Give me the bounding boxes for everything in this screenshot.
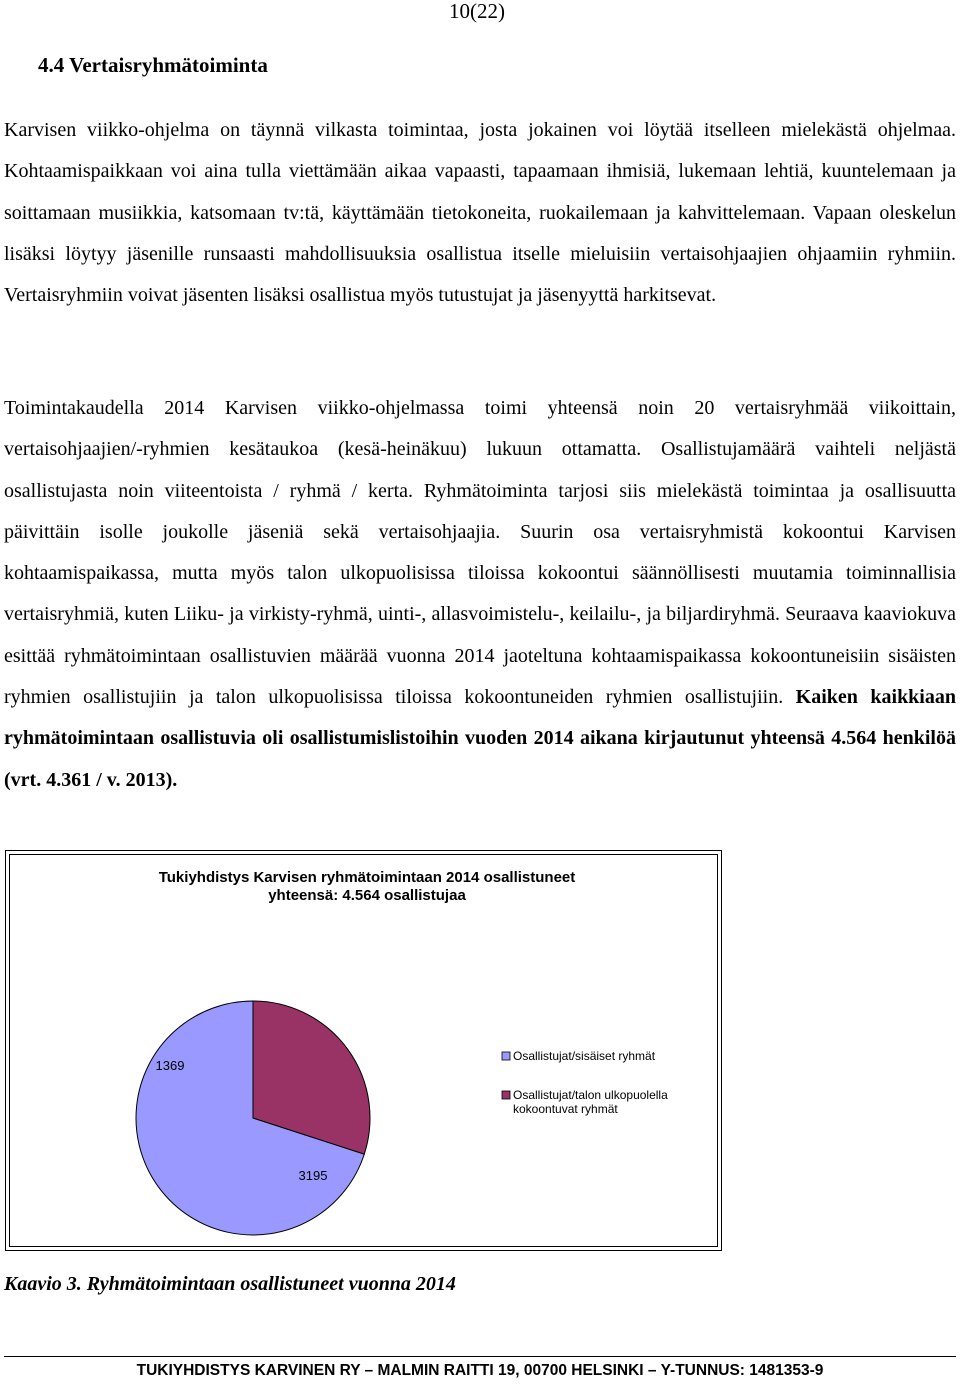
pie-value-label-2: 1369 <box>155 1058 185 1073</box>
pie-chart <box>6 851 723 1252</box>
paragraph-groups <box>4 388 956 801</box>
paragraph-groups-summary: Kaiken kaikkiaan ryhmätoimintaan osallistuvia oli osallistumislistoihin vuoden 2014 aikana kirjautunut yhteensä 4.564 henkilöä (vrt. 4.361 / v. 2013). <box>4 686 956 791</box>
chart-legend <box>502 1049 668 1116</box>
page-number: 10(22) <box>449 0 505 23</box>
legend-label-2: Osallistujat/talon ulkopuolella kokoontuvat ryhmät <box>513 1088 668 1116</box>
footer-divider <box>4 1356 956 1357</box>
page-footer: TUKIYHDISTYS KARVINEN RY – MALMIN RAITTI 19, 00700 HELSINKI – Y-TUNNUS: 1481353-9 <box>136 1362 824 1379</box>
legend-swatch-2 <box>502 1091 510 1099</box>
pie-slices <box>136 1001 370 1235</box>
pie-value-label-1: 3195 <box>298 1168 328 1183</box>
paragraph-intro: Karvisen viikko-ohjelma on täynnä vilkasta toimintaa, josta jokainen voi löytää itselleen mielekästä ohjelmaa. Kohtaamispaikkaan voi aina tulla viettämään aikaa vapaasti, tapaamaan ihmisiä, lukemaan lehtiä, kuuntelemaan ja soittamaan musiikkia, katsomaan tv:tä, käyttämään tietokoneita, ruokailemaan ja kahvittelemaan. Vapaan oleskelun lisäksi löytyy jäsenille runsaasti mahdollisuuksia osallistua itselle mieluisiin vertaisohjaajien ohjaamiin ryhmiin. Vertaisryhmiin voivat jäsenten lisäksi osallistua myös tutustujat ja jäsenyyttä harkitsevat. <box>4 119 956 307</box>
chart-frame <box>5 850 722 1251</box>
legend-label-1: Osallistujat/sisäiset ryhmät <box>513 1049 656 1063</box>
chart-title-line-2: yhteensä: 4.564 osallistujaa <box>268 887 466 904</box>
paragraph-groups-text: Toimintakaudella 2014 Karvisen viikko-ohjelmassa toimi yhteensä noin 20 vertaisryhmää viikoittain, vertaisohjaajien/-ryhmien kesätaukoa (kesä-heinäkuu) lukuun ottamatta. Osallistujamäärä vaihteli neljästä osallistujasta noin viiteentoista / ryhmä / kerta. Ryhmätoiminta tarjosi siis mielekästä toimintaa ja osallisuutta päivittäin isolle joukolle jäseniä sekä vertaisohjaajia. Suurin osa vertaisryhmistä kokoontui Karvisen kohtaamispaikassa, mutta myös talon ulkopuolisissa tiloissa kokoontui säännöllisesti muutamia toiminnallisia vertaisryhmiä, kuten Liiku- ja virkisty-ryhmä, uinti-, allasvoimistelu-, keilailu-, ja biljardiryhmä. Seuraava kaaviokuva esittää ryhmätoimintaan osallistuvien määrää vuonna 2014 jaoteltuna kohtaamispaikassa kokoontuneisiin sisäisten ryhmien osallistujiin ja talon ulkopuolisissa tiloissa kokoontuneiden ryhmien osallistujiin. <box>4 397 956 709</box>
legend-swatch-1 <box>502 1052 510 1060</box>
figure-caption: Kaavio 3. Ryhmätoimintaan osallistuneet vuonna 2014 <box>4 1273 456 1295</box>
section-heading: 4.4 Vertaisryhmätoiminta <box>38 53 268 77</box>
chart-title-line-1: Tukiyhdistys Karvisen ryhmätoimintaan 2014 osallistuneet <box>158 869 576 886</box>
